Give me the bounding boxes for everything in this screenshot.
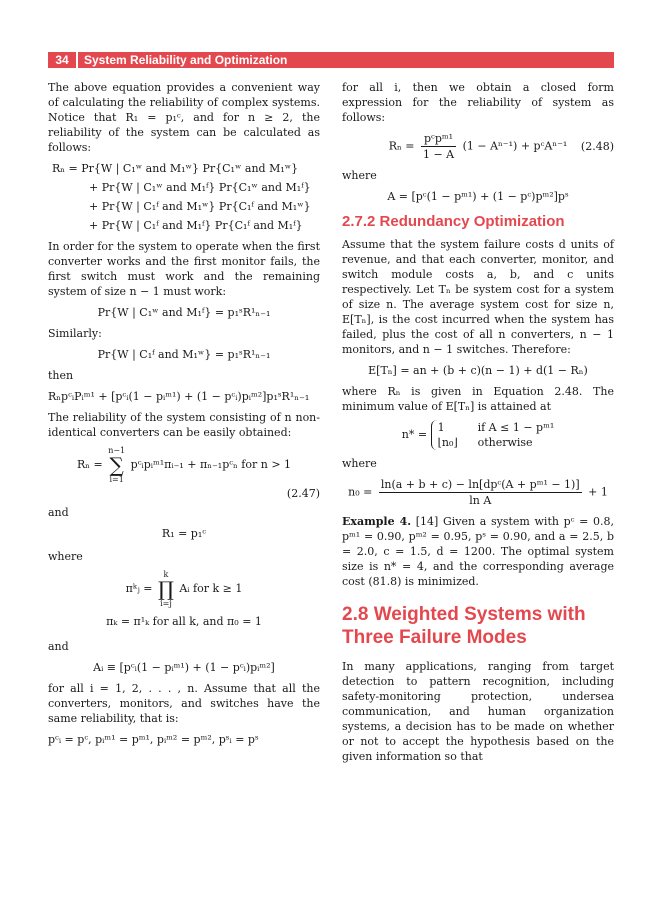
section-heading-line: 2.8 Weighted Systems with: [342, 604, 586, 625]
denominator: 1 − A: [422, 148, 455, 161]
paragraph: where Rₙ is given in Equation 2.48. The minimum value of E[Tₙ] is attained at: [342, 385, 614, 413]
equation-lhs: πᵏⱼ =: [125, 582, 153, 595]
left-column: [48, 80, 320, 753]
paragraph: and: [48, 506, 69, 519]
paragraph: and: [48, 640, 69, 653]
fraction: [421, 131, 456, 162]
equation: Aᵢ ≡ [pᶜᵢ(1 − pᵢᵐ¹) + (1 − pᶜᵢ)pᵢᵐ²]: [93, 661, 275, 674]
paragraph: where: [342, 457, 377, 470]
equation-product: [48, 570, 320, 608]
equation-line: + Pr{W | C₁ᶠ and M₁ᶠ} Pr{C₁ᶠ and M₁ᶠ}: [89, 219, 303, 232]
paragraph: where: [342, 169, 377, 182]
sum-upper-limit: n−1: [108, 446, 126, 455]
paragraph: then: [48, 369, 74, 382]
summation-symbol: n−1 ∑ i=1: [108, 446, 126, 484]
example-paragraph: [342, 514, 614, 589]
running-title: System Reliability and Optimization: [78, 52, 614, 68]
equation-rhs: pᶜᵢpᵢᵐ¹πᵢ₋₁ + πₙ₋₁pᶜₙ for n > 1: [130, 458, 292, 471]
fraction: [379, 477, 582, 508]
equation-lhs: Rₙ =: [76, 458, 103, 471]
cases-bracket: [431, 420, 555, 450]
right-column: [342, 80, 614, 770]
section-heading: [342, 603, 614, 649]
equation: Pr{W | C₁ʷ and M₁ᶠ} = p₁ˢR¹ₙ₋₁: [97, 306, 271, 319]
section-heading: 2.7.2 Redundancy Optimization: [342, 213, 565, 230]
paragraph: for all i = 1, 2, . . . , n. Assume that all the converters, monitors, and switches have the same reliability, that is:: [48, 682, 320, 725]
numerator: pᶜpᵐ¹: [421, 131, 456, 147]
page-number: 34: [48, 52, 76, 68]
equation-2-47: [48, 446, 320, 484]
case-value: ⌊n₀⌋: [437, 436, 458, 449]
equation-line: + Pr{W | C₁ᶠ and M₁ʷ} Pr{C₁ᶠ and M₁ʷ}: [89, 200, 311, 213]
equation: E[Tₙ] = an + (b + c)(n − 1) + d(1 − Rₙ): [368, 364, 588, 377]
equation-2-48: [342, 131, 614, 162]
equation-cases: [342, 420, 614, 450]
case-value: 1: [437, 421, 445, 434]
product-upper-limit: k: [163, 570, 169, 579]
denominator: ln A: [469, 494, 492, 507]
equation-rhs: + 1: [588, 485, 608, 499]
paragraph: where: [48, 550, 83, 563]
paragraph: Similarly:: [48, 327, 102, 340]
product-lower-limit: i=j: [160, 599, 172, 608]
paragraph: In many applications, ranging from target detection to pattern recognition, including safety-monitoring protection, undersea communication, and human organization systems, a decision has to be made on whether or not to accept the hypothesis based on the given information so that: [342, 660, 614, 763]
equation: πₖ = π¹ₖ for all k, and π₀ = 1: [106, 615, 262, 628]
paragraph: In order for the system to operate when the first converter works and the first monitor fails, the first switch must work and the remaining system of size n − 1 must work:: [48, 240, 320, 298]
equation-n0: [342, 477, 614, 508]
equation-rhs: (1 − Aⁿ⁻¹) + pᶜAⁿ⁻¹: [462, 139, 568, 153]
equation-number: (2.48): [580, 140, 614, 153]
equation-reliability-expansion: [48, 161, 320, 233]
page-header: [48, 52, 614, 68]
case-condition: otherwise: [477, 436, 533, 449]
paragraph: The reliability of the system consisting of n non-identical converters can be easily obtained:: [48, 411, 320, 439]
paragraph: Assume that the system failure costs d units of revenue, and that each converter, monitor, and switch module costs a, b, and c units respectively. Let Tₙ be system cost for a system of size n. The average system cost for size n, E[Tₙ], is the cost incurred when the system has failed, plus the cost of all n converters, n − 1 monitors, and n − 1 switches. Therefore:: [342, 238, 614, 356]
paragraph: The above equation provides a convenient way of calculating the reliability of complex systems. Notice that R₁ = p₁ᶜ, and for n ≥ 2, the reliability of the system can be calculated as follows:: [48, 81, 320, 154]
equation-rhs: Aᵢ for k ≥ 1: [179, 582, 243, 595]
example-text: [14] Given a system with pᶜ = 0.8, pᵐ¹ = 0.90, pᵐ² = 0.95, pˢ = 0.90, and a = 2.5, b = 2.0, c = 1.5, d = 1200. The optimal system size is n* = 4, and the corresponding average cost (81.8) is minimized.: [342, 515, 615, 588]
equation: R₁ = p₁ᶜ: [161, 527, 207, 540]
equation-lhs: Rₙ =: [388, 139, 415, 153]
equation: RₙpᶜᵢPᵢᵐ¹ + [pᶜᵢ(1 − pᵢᵐ¹) + (1 − pᶜᵢ)pᵢᵐ²]p₁ˢR¹ₙ₋₁: [48, 390, 310, 403]
section-heading-line: Three Failure Modes: [342, 627, 527, 648]
numerator: ln(a + b + c) − ln[dpᶜ(A + pᵐ¹ − 1)]: [380, 478, 580, 491]
equation: pᶜᵢ = pᶜ, pᵢᵐ¹ = pᵐ¹, pᵢᵐ² = pᵐ², pˢᵢ = pˢ: [48, 733, 259, 746]
equation: Pr{W | C₁ᶠ and M₁ʷ} = p₁ˢR¹ₙ₋₁: [97, 348, 271, 361]
equation-line: Rₙ = Pr{W | C₁ʷ and M₁ʷ} Pr{C₁ʷ and M₁ʷ}: [52, 162, 299, 175]
equation-lhs: n₀ =: [348, 485, 373, 499]
paragraph: for all i, then we obtain a closed form expression for the reliability of system as follows:: [342, 81, 614, 124]
equation-line: + Pr{W | C₁ʷ and M₁ᶠ} Pr{C₁ʷ and M₁ᶠ}: [89, 181, 311, 194]
equation-lhs: n* =: [401, 428, 428, 441]
equation: A = [pᶜ(1 − pᵐ¹) + (1 − pᶜ)pᵐ²]pˢ: [387, 190, 569, 203]
product-symbol: k ∏ i=j: [157, 570, 174, 608]
example-label: Example 4.: [342, 515, 412, 528]
case-condition: if A ≤ 1 − pᵐ¹: [477, 421, 555, 434]
sum-lower-limit: i=1: [109, 475, 124, 484]
equation-number: (2.47): [286, 487, 320, 500]
